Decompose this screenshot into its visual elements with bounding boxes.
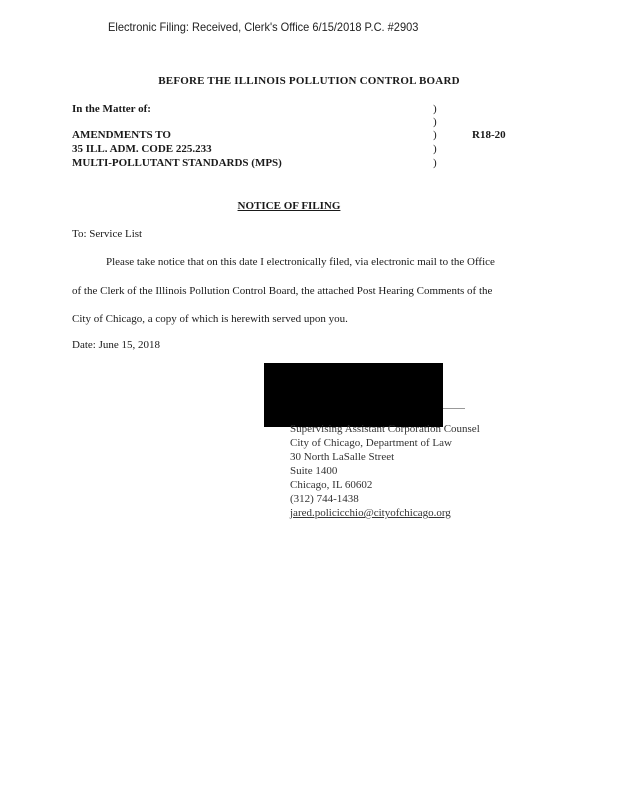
signature-phone: (312) 744-1438 [290, 493, 359, 505]
signature-street: 30 North LaSalle Street [290, 451, 395, 463]
redacted-signature-block [264, 363, 443, 427]
electronic-filing-stamp: Electronic Filing: Received, Clerk's Office 6/15/2018 P.C. #2903 [108, 20, 419, 34]
docket-number: R18-20 [472, 129, 506, 141]
caption-line-1: AMENDMENTS TO [72, 129, 171, 141]
body-line-2: of the Clerk of the Illinois Pollution Control Board, the attached Post Hearing Comments of the [72, 285, 493, 297]
caption-paren: ) [433, 129, 437, 141]
signature-title: Supervising Assistant Corporation Counsel [290, 423, 480, 435]
signature-suite: Suite 1400 [290, 465, 338, 477]
signature-city: Chicago, IL 60602 [290, 479, 373, 491]
caption-paren: ) [433, 116, 437, 128]
signature-org: City of Chicago, Department of Law [290, 437, 452, 449]
date-line: Date: June 15, 2018 [72, 339, 160, 351]
notice-title: NOTICE OF FILING [237, 200, 341, 212]
caption-paren: ) [433, 143, 437, 155]
caption-line-2: 35 ILL. ADM. CODE 225.233 [72, 143, 212, 155]
to-line: To: Service List [72, 228, 143, 240]
caption-paren: ) [433, 103, 437, 115]
signature-rule [443, 408, 465, 409]
body-line-3: City of Chicago, a copy of which is herewith served upon you. [72, 313, 348, 325]
signature-email-link[interactable]: jared.policicchio@cityofchicago.org [290, 507, 451, 519]
body-line-1: Please take notice that on this date I electronically filed, via electronic mail to the Office [106, 256, 495, 268]
caption-in-matter: In the Matter of: [72, 103, 151, 115]
caption-line-3: MULTI-POLLUTANT STANDARDS (MPS) [72, 157, 282, 169]
caption-paren: ) [433, 157, 437, 169]
board-title: BEFORE THE ILLINOIS POLLUTION CONTROL BOARD [158, 75, 460, 87]
